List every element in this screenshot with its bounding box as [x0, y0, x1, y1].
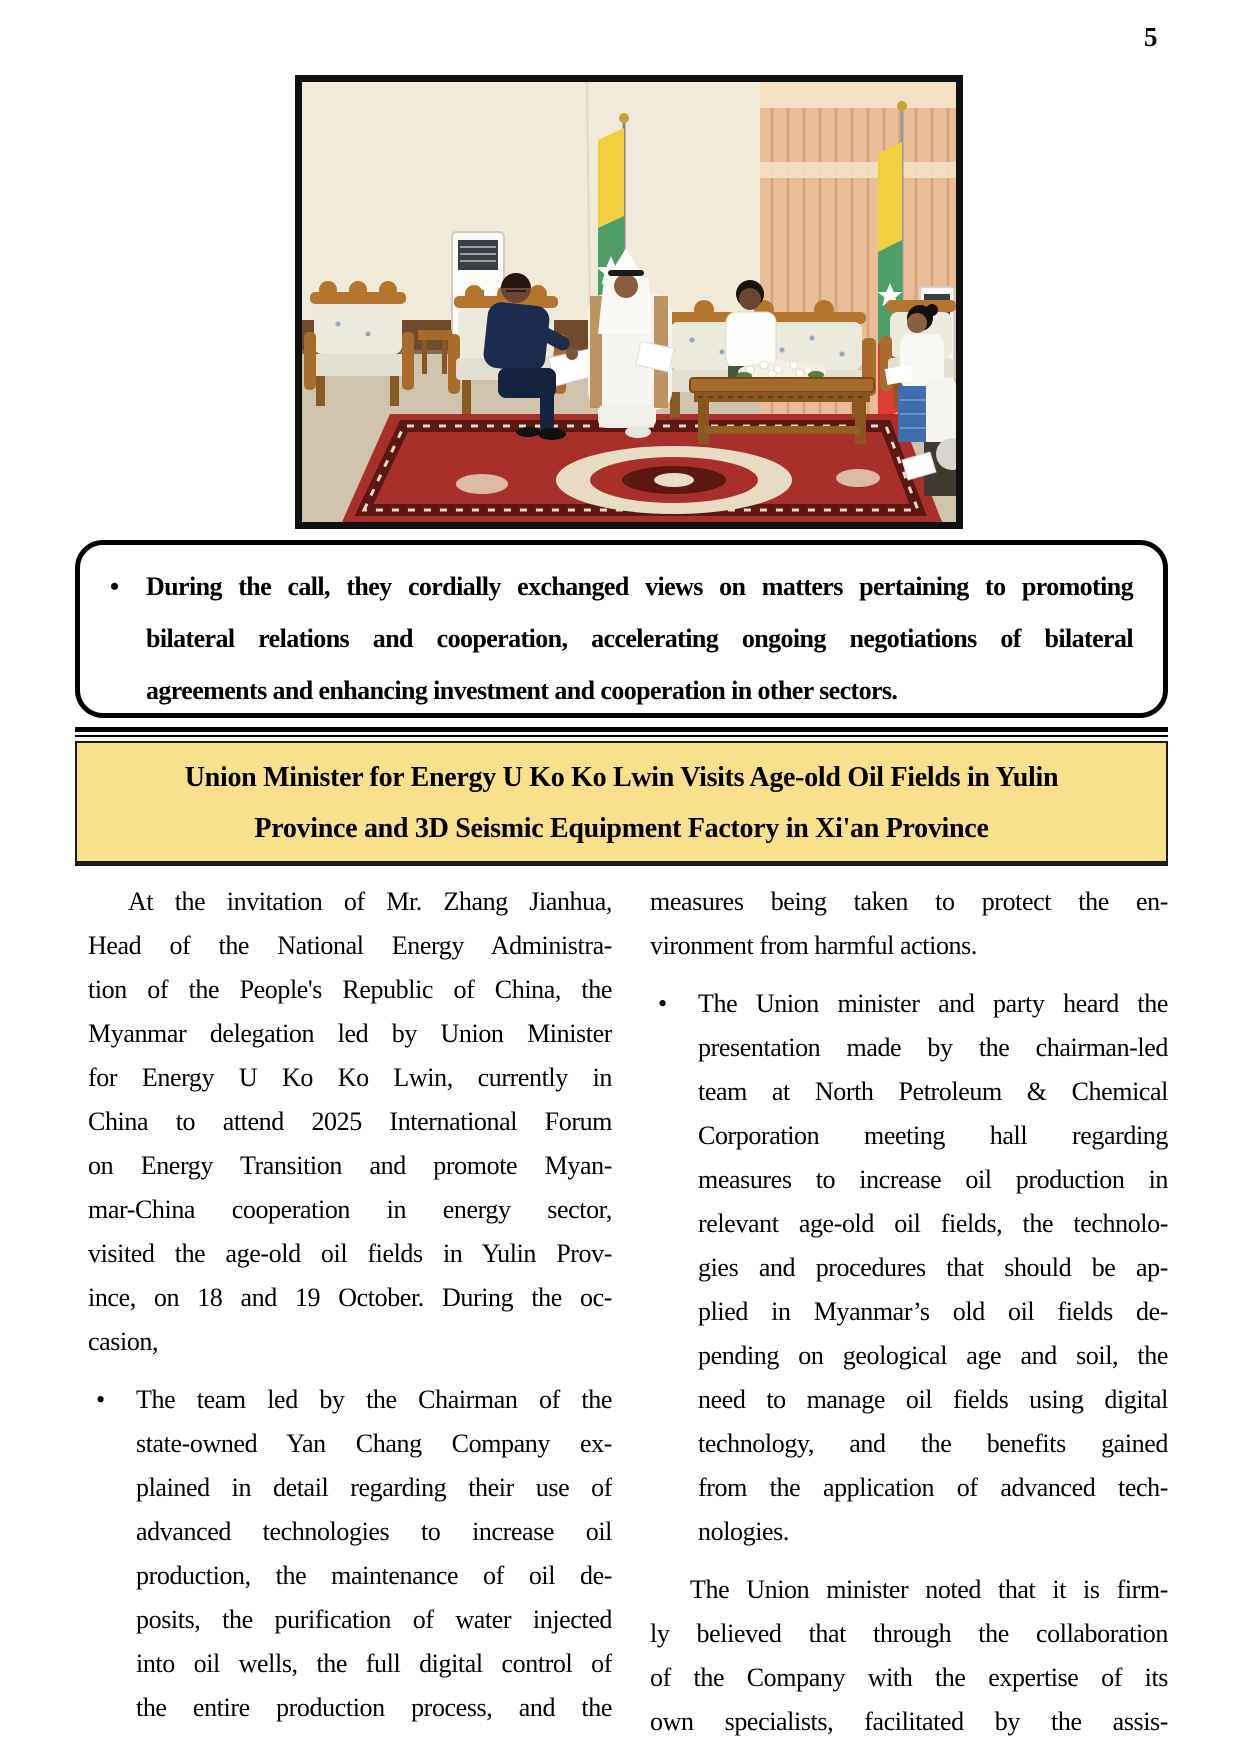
text-line: for Energy U Ko Ko Lwin, currently in: [88, 1063, 612, 1092]
text-line: tion of the People's Republic of China, the: [88, 975, 612, 1004]
divider-thick-line: [75, 727, 1168, 732]
text-line: the entire production process, and the: [136, 1693, 612, 1722]
text-line: During the call, they cordially exchanged views on matters pertaining to promoting: [146, 572, 1133, 601]
text-line: posits, the purification of water injected: [136, 1605, 612, 1634]
text-line: on Energy Transition and promote Myan-: [88, 1151, 612, 1180]
text-line: team at North Petroleum & Chemical: [698, 1077, 1168, 1106]
text-line: relevant age-old oil fields, the technolo-: [698, 1209, 1168, 1238]
text-line: of the Company with the expertise of its: [650, 1663, 1168, 1692]
text-line: visited the age-old oil fields in Yulin Prov-: [88, 1239, 612, 1268]
text-line: Head of the National Energy Administra-: [88, 931, 612, 960]
text-line: Corporation meeting hall regarding: [698, 1121, 1168, 1150]
callout-text: [104, 561, 1133, 717]
text-line: China to attend 2025 International Forum: [88, 1107, 612, 1136]
text-line: plained in detail regarding their use of: [136, 1473, 612, 1502]
text-line: production, the maintenance of oil de-: [136, 1561, 612, 1590]
text-line: advanced technologies to increase oil: [136, 1517, 612, 1546]
text-line: The team led by the Chairman of the: [136, 1385, 612, 1414]
callout-box: [75, 540, 1168, 718]
paragraph: [650, 880, 1168, 968]
page-number: 5: [1144, 22, 1158, 52]
text-line: bilateral relations and cooperation, accelerating ongoing negotiations of bilateral: [146, 624, 1133, 653]
text-line: ly believed that through the collaboration: [650, 1619, 1168, 1648]
text-line: from the application of advanced tech-: [698, 1473, 1168, 1502]
bullet-item: [88, 1378, 612, 1730]
text-line: measures being taken to protect the en-: [650, 887, 1168, 916]
text-line: The Union minister noted that it is firm-: [690, 1575, 1168, 1604]
text-line: presentation made by the chairman-led: [698, 1033, 1168, 1062]
bullet-marker: •: [110, 572, 120, 601]
text-line: ince, on 18 and 19 October. During the oc-: [88, 1283, 612, 1312]
text-line: At the invitation of Mr. Zhang Jianhua,: [128, 887, 612, 916]
paragraph: [650, 1568, 1168, 1744]
text-line: nologies.: [698, 1517, 790, 1546]
text-line: The Union minister and party heard the: [698, 989, 1168, 1018]
text-line: mar-China cooperation in energy sector,: [88, 1195, 612, 1224]
text-line: gies and procedures that should be ap-: [698, 1253, 1168, 1282]
text-line: pending on geological age and soil, the: [698, 1341, 1168, 1370]
text-line: own specialists, facilitated by the assis-: [650, 1707, 1168, 1736]
article-left-column: [88, 880, 612, 1730]
text-line: into oil wells, the full digital control of: [136, 1649, 612, 1678]
text-line: technology, and the benefits gained: [698, 1429, 1168, 1458]
article-right-column: [650, 880, 1168, 1744]
text-line: state-owned Yan Chang Company ex-: [136, 1429, 612, 1458]
text-line: plied in Myanmar’s old oil fields de-: [698, 1297, 1168, 1326]
bullet-marker: •: [96, 1385, 105, 1414]
text-line: vironment from harmful actions.: [650, 931, 977, 960]
bullet-item: [104, 561, 1133, 717]
bullet-marker: •: [658, 989, 667, 1018]
meeting-photo: [295, 75, 963, 529]
text-line: Myanmar delegation led by Union Minister: [88, 1019, 612, 1048]
headline-line-1: Union Minister for Energy U Ko Ko Lwin Visits Age-old Oil Fields in Yulin: [184, 762, 1059, 793]
text-line: need to manage oil fields using digital: [698, 1385, 1168, 1414]
divider-thin-line: [75, 735, 1168, 737]
text-line: agreements and enhancing investment and cooperation in other sectors.: [146, 676, 898, 705]
bullet-item: [650, 982, 1168, 1554]
headline-line-2: Province and 3D Seismic Equipment Factory in Xi'an Province: [254, 813, 989, 844]
article-headline: [75, 741, 1168, 866]
text-line: casion,: [88, 1327, 159, 1356]
paragraph: [88, 880, 612, 1364]
section-divider: [75, 727, 1168, 737]
text-line: measures to increase oil production in: [698, 1165, 1168, 1194]
